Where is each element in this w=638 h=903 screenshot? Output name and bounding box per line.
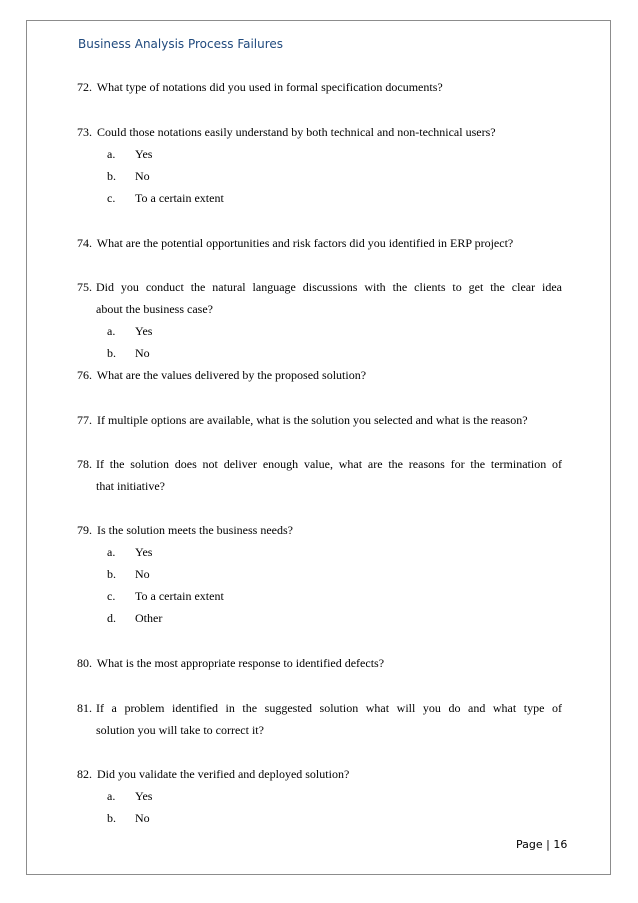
- question-number: 78.: [77, 457, 92, 471]
- option-letter: c.: [107, 191, 116, 205]
- question-number: 82.: [77, 767, 92, 781]
- option-text: To a certain extent: [135, 589, 224, 603]
- option-text: Yes: [135, 324, 153, 338]
- question-number: 74.: [77, 236, 92, 250]
- question-text: What type of notations did you used in formal specification documents?: [96, 80, 443, 94]
- question-text: Could those notations easily understand by both technical and non-technical users?: [97, 125, 496, 139]
- answer-option: [107, 346, 150, 360]
- question-78-line-1: If the solution does not deliver enough value, what are the reasons for the termination of: [96, 457, 562, 471]
- question-72: [77, 80, 443, 94]
- question-text: What are the potential opportunities and risk factors did you identified in ERP project?: [96, 236, 514, 250]
- option-text: To a certain extent: [135, 191, 224, 205]
- answer-option: [107, 191, 224, 205]
- question-number: 75.: [77, 280, 92, 294]
- option-letter: b.: [107, 169, 116, 183]
- option-text: Yes: [135, 789, 153, 803]
- question-79: [77, 523, 293, 537]
- option-letter: d.: [107, 611, 116, 625]
- answer-option: [107, 567, 150, 581]
- question-number: 79.: [77, 523, 92, 537]
- option-text: No: [135, 346, 150, 360]
- option-letter: c.: [107, 589, 116, 603]
- option-text: No: [135, 567, 150, 581]
- option-text: No: [135, 169, 150, 183]
- question-text: If multiple options are available, what is the solution you selected and what is the reason?: [97, 413, 528, 427]
- question-81-line-1: If a problem identified in the suggested solution what will you do and what type of: [96, 701, 562, 715]
- question-text: What is the most appropriate response to identified defects?: [96, 656, 385, 670]
- question-75-line-1: Did you conduct the natural language discussions with the clients to get the clear idea: [96, 280, 562, 294]
- answer-option: [107, 147, 152, 161]
- question-81-line-2: solution you will take to correct it?: [96, 723, 264, 737]
- question-81: [77, 701, 94, 715]
- question-number: 72.: [77, 80, 92, 94]
- question-74: [77, 236, 513, 250]
- option-text: Yes: [135, 545, 153, 559]
- answer-option: [107, 545, 152, 559]
- answer-option: [107, 789, 152, 803]
- option-letter: a.: [107, 545, 116, 559]
- option-letter: b.: [107, 567, 116, 581]
- answer-option: [107, 811, 150, 825]
- answer-option: [107, 611, 162, 625]
- question-78-line-2: that initiative?: [96, 479, 165, 493]
- option-letter: a.: [107, 789, 116, 803]
- question-number: 77.: [77, 413, 92, 427]
- question-75: [77, 280, 94, 294]
- question-text: Did you validate the verified and deployed solution?: [97, 767, 350, 781]
- option-letter: a.: [107, 147, 116, 161]
- answer-option: [107, 324, 152, 338]
- question-text: Is the solution meets the business needs?: [97, 523, 293, 537]
- question-number: 76.: [77, 368, 92, 382]
- question-75-line-2: about the business case?: [96, 302, 213, 316]
- question-number: 81.: [77, 701, 92, 715]
- answer-option: [107, 169, 150, 183]
- question-77: [77, 413, 528, 427]
- option-text: Other: [135, 611, 163, 625]
- page-number: Page | 16: [516, 838, 568, 851]
- option-letter: b.: [107, 346, 116, 360]
- answer-option: [107, 589, 224, 603]
- question-76: [77, 368, 366, 382]
- question-80: [77, 656, 384, 670]
- option-letter: b.: [107, 811, 116, 825]
- option-letter: a.: [107, 324, 116, 338]
- option-text: No: [135, 811, 150, 825]
- question-78: [77, 457, 94, 471]
- question-73: [77, 125, 496, 139]
- option-text: Yes: [135, 147, 153, 161]
- question-text: What are the values delivered by the proposed solution?: [96, 368, 367, 382]
- page-header-title: Business Analysis Process Failures: [78, 37, 284, 51]
- question-82: [77, 767, 349, 781]
- question-number: 73.: [77, 125, 92, 139]
- question-number: 80.: [77, 656, 92, 670]
